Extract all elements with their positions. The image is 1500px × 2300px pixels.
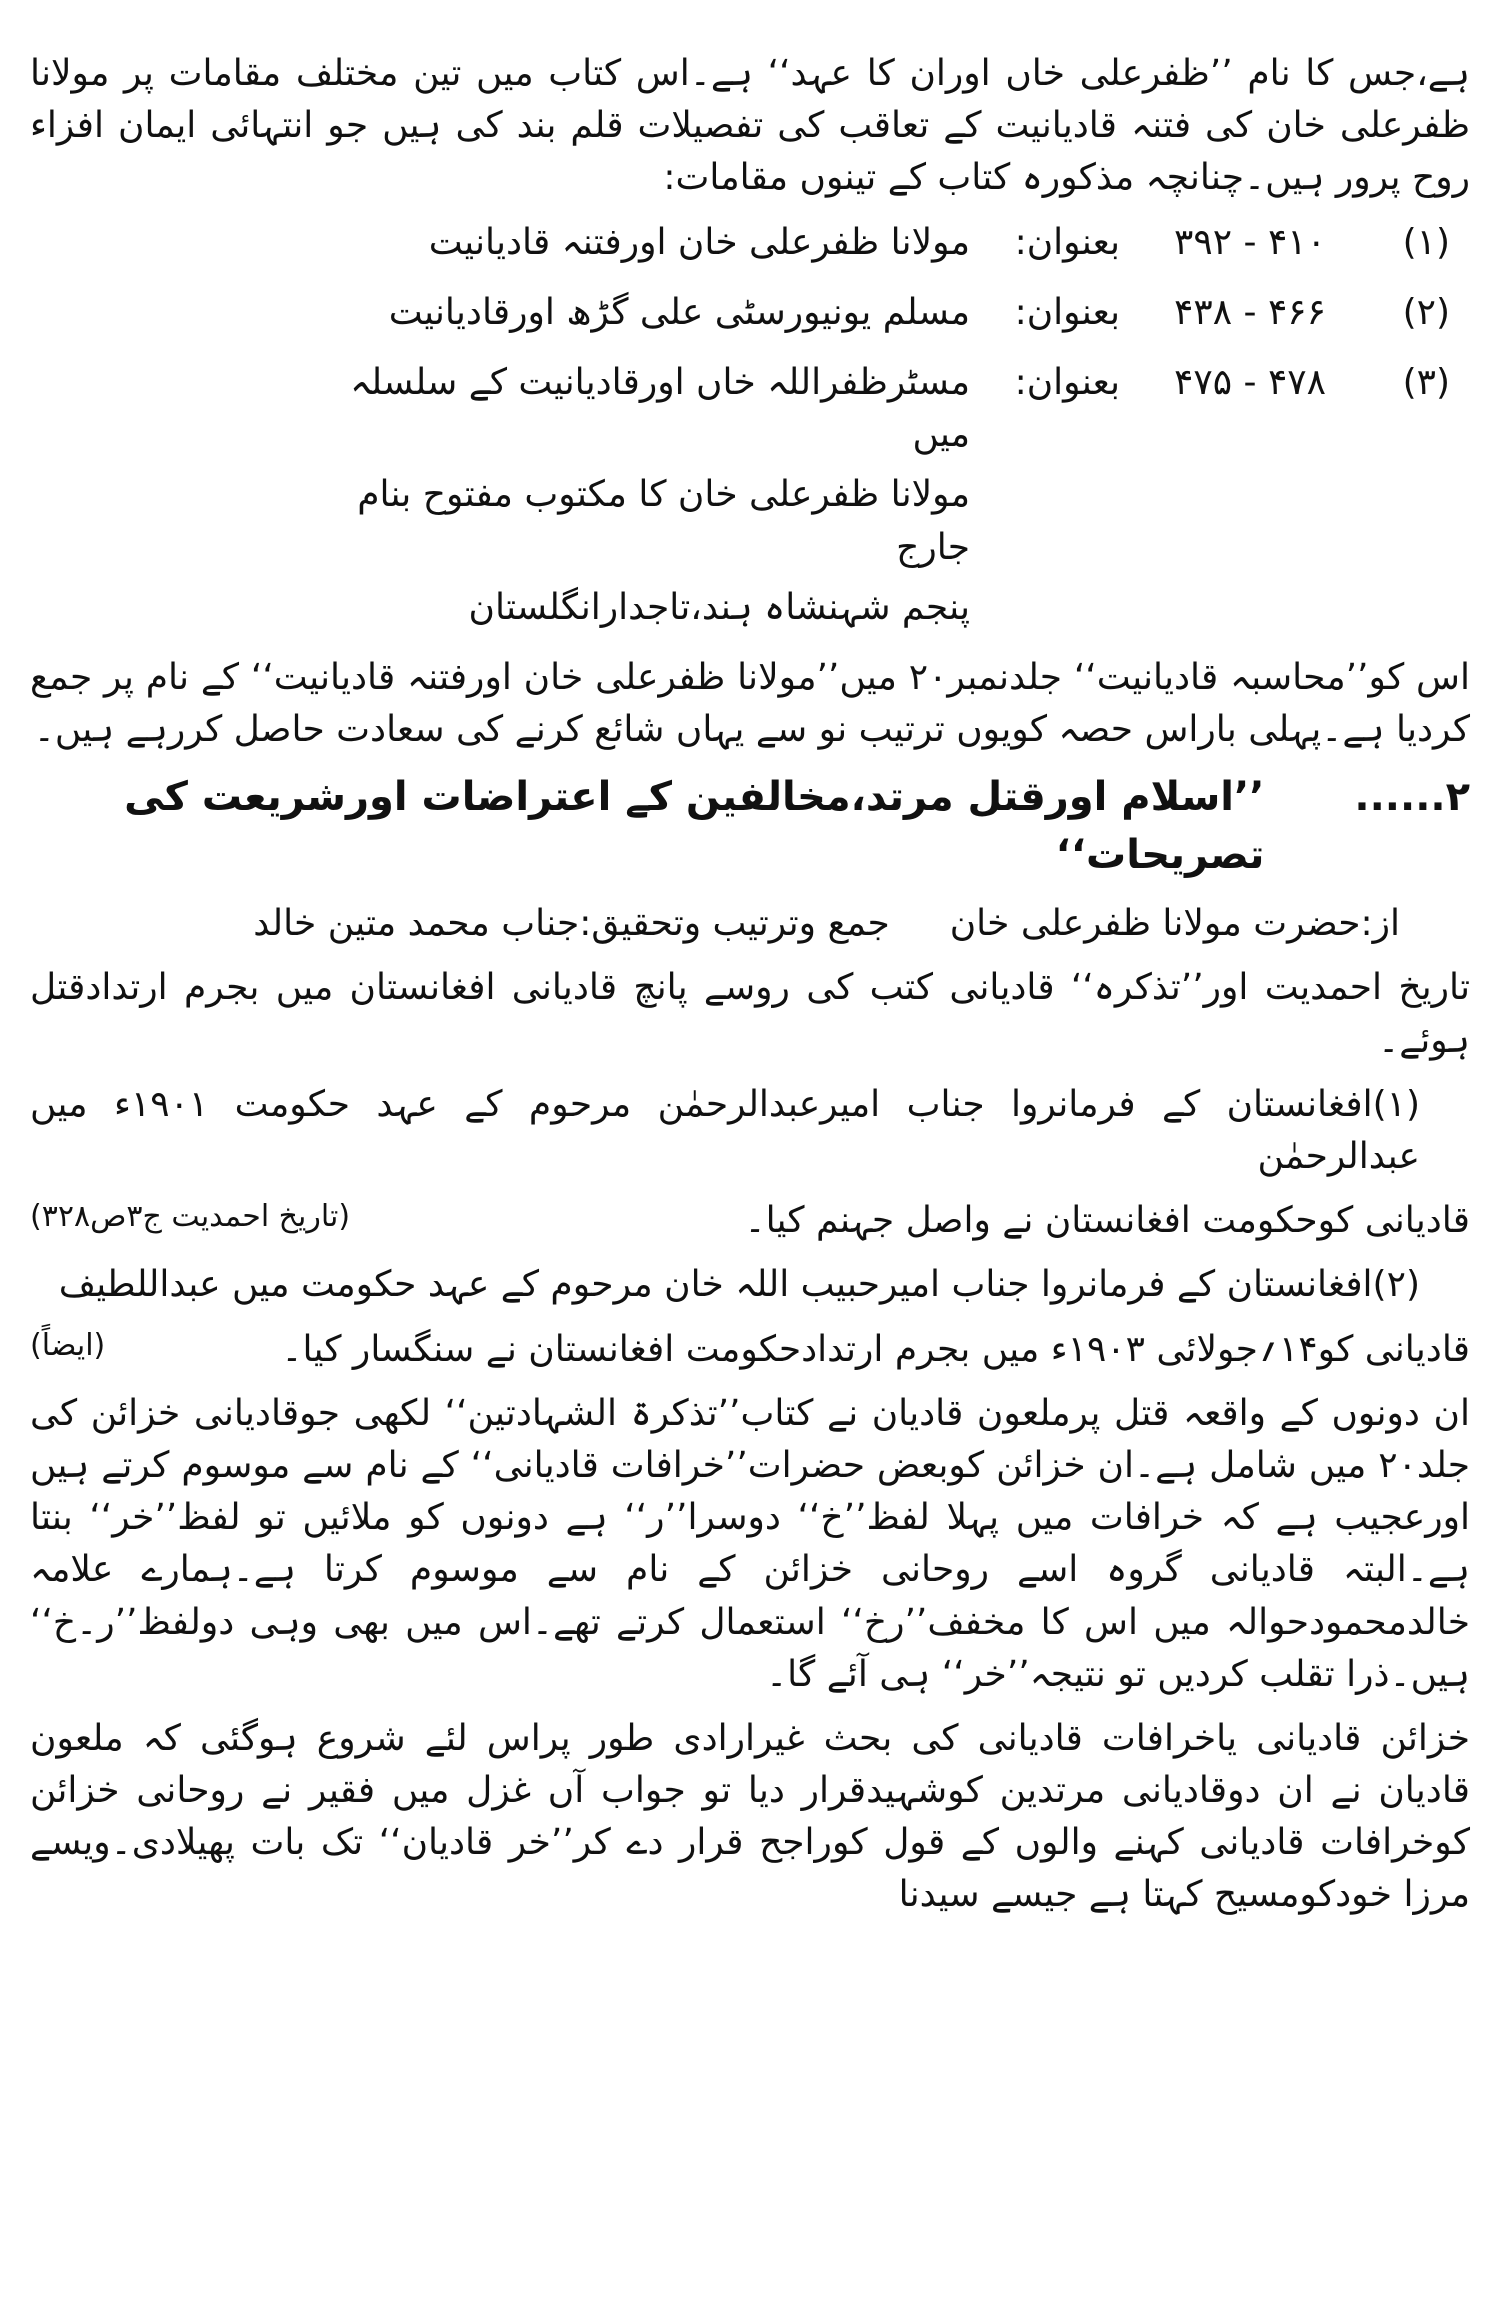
- item-2-reference: (ایضاً): [30, 1327, 106, 1363]
- section-number: ۲......: [1354, 774, 1470, 821]
- section-title: ’’اسلام اورقتل مرتد،مخالفین کے اعتراضات اورشریعت کی تصریحات‘‘: [124, 774, 1265, 879]
- item-1-reference: (تاریخ احمدیت ج۳ص۳۲۸): [30, 1199, 351, 1235]
- toc-title-line: مولانا ظفرعلی خان اورفتنہ قادیانیت: [428, 221, 970, 263]
- toc-pages: ۴۶۶ - ۴۳۸: [1174, 291, 1326, 333]
- toc-entry-3: [30, 357, 1470, 642]
- item-1-last: قادیانی کوحکومت افغانستان نے واصل جہنم کیا۔: [744, 1200, 1470, 1242]
- toc-number: (۲): [1402, 291, 1450, 333]
- compilation-paragraph: اس کو’’محاسبہ قادیانیت‘‘ جلدنمبر۲۰ میں’’مولانا ظفرعلی خان اورفتنہ قادیانیت‘‘ کے نام پر جمع کردیا ہے۔پہلی باراس حصہ کویوں ترتیب نو سے یہاں شائع کرنے کی سعادت حاصل کررہے ہیں۔: [30, 656, 1470, 751]
- toc-label: بعنوان:: [1014, 221, 1120, 263]
- item-2-last-line: [30, 1324, 1470, 1376]
- item-2-text: (۲)افغانستان کے فرمانروا جناب امیرحبیب اللہ خان مرحوم کے عہد حکومت میں عبداللطیف: [58, 1264, 1420, 1306]
- toc-title-line: پنجم شہنشاہ ہند،تاجدارانگلستان: [468, 586, 970, 628]
- toc-entry-2: [30, 287, 1470, 347]
- item-1-last-line: [30, 1195, 1470, 1247]
- toc-pages: ۴۱۰ - ۳۹۲: [1174, 221, 1326, 263]
- item-2-last: قادیانی کو۱۴؍جولائی ۱۹۰۳ء میں بجرم ارتدادحکومت افغانستان نے سنگسار کیا۔: [281, 1328, 1470, 1370]
- toc-number: (۱): [1402, 221, 1450, 263]
- byline: [30, 898, 1470, 950]
- item-1-text: (۱)افغانستان کے فرمانروا جناب امیرعبدالرحمٰن مرحوم کے عہد حکومت ۱۹۰۱ء میں عبدالرحمٰن: [30, 1083, 1421, 1177]
- statement-paragraph: تاریخ احمدیت اور’’تذکرہ‘‘ قادیانی کتب کی روسے پانچ قادیانی افغانستان میں بجرم ارتدادقتل ہوئے۔: [30, 967, 1470, 1061]
- byline-author: از:حضرت مولانا ظفرعلی خان: [949, 903, 1400, 945]
- toc-title-line: مسٹرظفراللہ خاں اورقادیانیت کے سلسلہ میں: [350, 361, 970, 456]
- toc-title-line: مسلم یونیورسٹی علی گڑھ اورقادیانیت: [388, 291, 970, 333]
- toc-title: [350, 357, 970, 642]
- section-heading: [30, 768, 1470, 884]
- toc-entry-1: [30, 217, 1470, 277]
- intro-paragraph: ہے،جس کا نام ’’ظفرعلی خاں اوران کا عہد‘‘ ہے۔اس کتاب میں تین مختلف مقامات پر مولانا ظفرعلی خان کی فتنہ قادیانیت کے تعاقب کی تفصیلات قلم بند کی ہیں جو انتہائی ایمان افزاء روح پرور ہیں۔چنانچہ مذکورہ کتاب کے تینوں مقامات:: [30, 53, 1470, 199]
- toc-title: [350, 287, 970, 347]
- byline-compiler: جمع وترتیب وتحقیق:جناب محمد متین خالد: [253, 903, 890, 945]
- toc-number: (۳): [1402, 361, 1450, 403]
- toc-title: [350, 217, 970, 277]
- toc-label: بعنوان:: [1014, 361, 1120, 403]
- toc-label: بعنوان:: [1014, 291, 1120, 333]
- toc-pages: ۴۷۸ - ۴۷۵: [1174, 361, 1326, 403]
- toc-title-line: مولانا ظفرعلی خان کا مکتوب مفتوح بنام جارج: [357, 474, 970, 568]
- document-page: [30, 48, 1470, 1934]
- khazain-paragraph: ان دونوں کے واقعہ قتل پرملعون قادیان نے کتاب’’تذکرۃ الشہادتین‘‘ لکھی جوقادیانی خزائن کی جلد۲۰ میں شامل ہے۔ان خزائن کوبعض حضرات’’خرافات قادیانی‘‘ کے نام سے موسوم کرتے ہیں اورعجیب ہے کہ خرافات میں پہلا لفظ’’خ‘‘ دوسرا’’ر‘‘ ہے دونوں کو ملائیں تو لفظ’’خر‘‘ بنتا ہے۔البتہ قادیانی گروہ اسے روحانی خزائن کے نام سے موسوم کرتا ہے۔ہمارے علامہ خالدمحمودحوالہ میں اس کا مخفف’’رخ‘‘ استعمال کرتے تھے۔اس میں بھی وہی دولفظ’’ر۔خ‘‘ ہیں۔ذرا تقلب کردیں تو نتیجہ’’خر‘‘ ہی آئے گا۔: [30, 1392, 1470, 1695]
- final-paragraph: خزائن قادیانی یاخرافات قادیانی کی بحث غیرارادی طور پراس لئے شروع ہوگئی کہ ملعون قادیان نے ان دوقادیانی مرتدین کوشہیدقرار دیا تو جواب آں غزل میں فقیر نے روحانی خزائن کوخرافات قادیانی کہنے والوں کے قول کوراجح قرار دے کر’’خر قادیان‘‘ تک بات پھیلادی۔ویسے مرزا خودکومسیح کہتا ہے جیسے سیدنا: [30, 1717, 1470, 1916]
